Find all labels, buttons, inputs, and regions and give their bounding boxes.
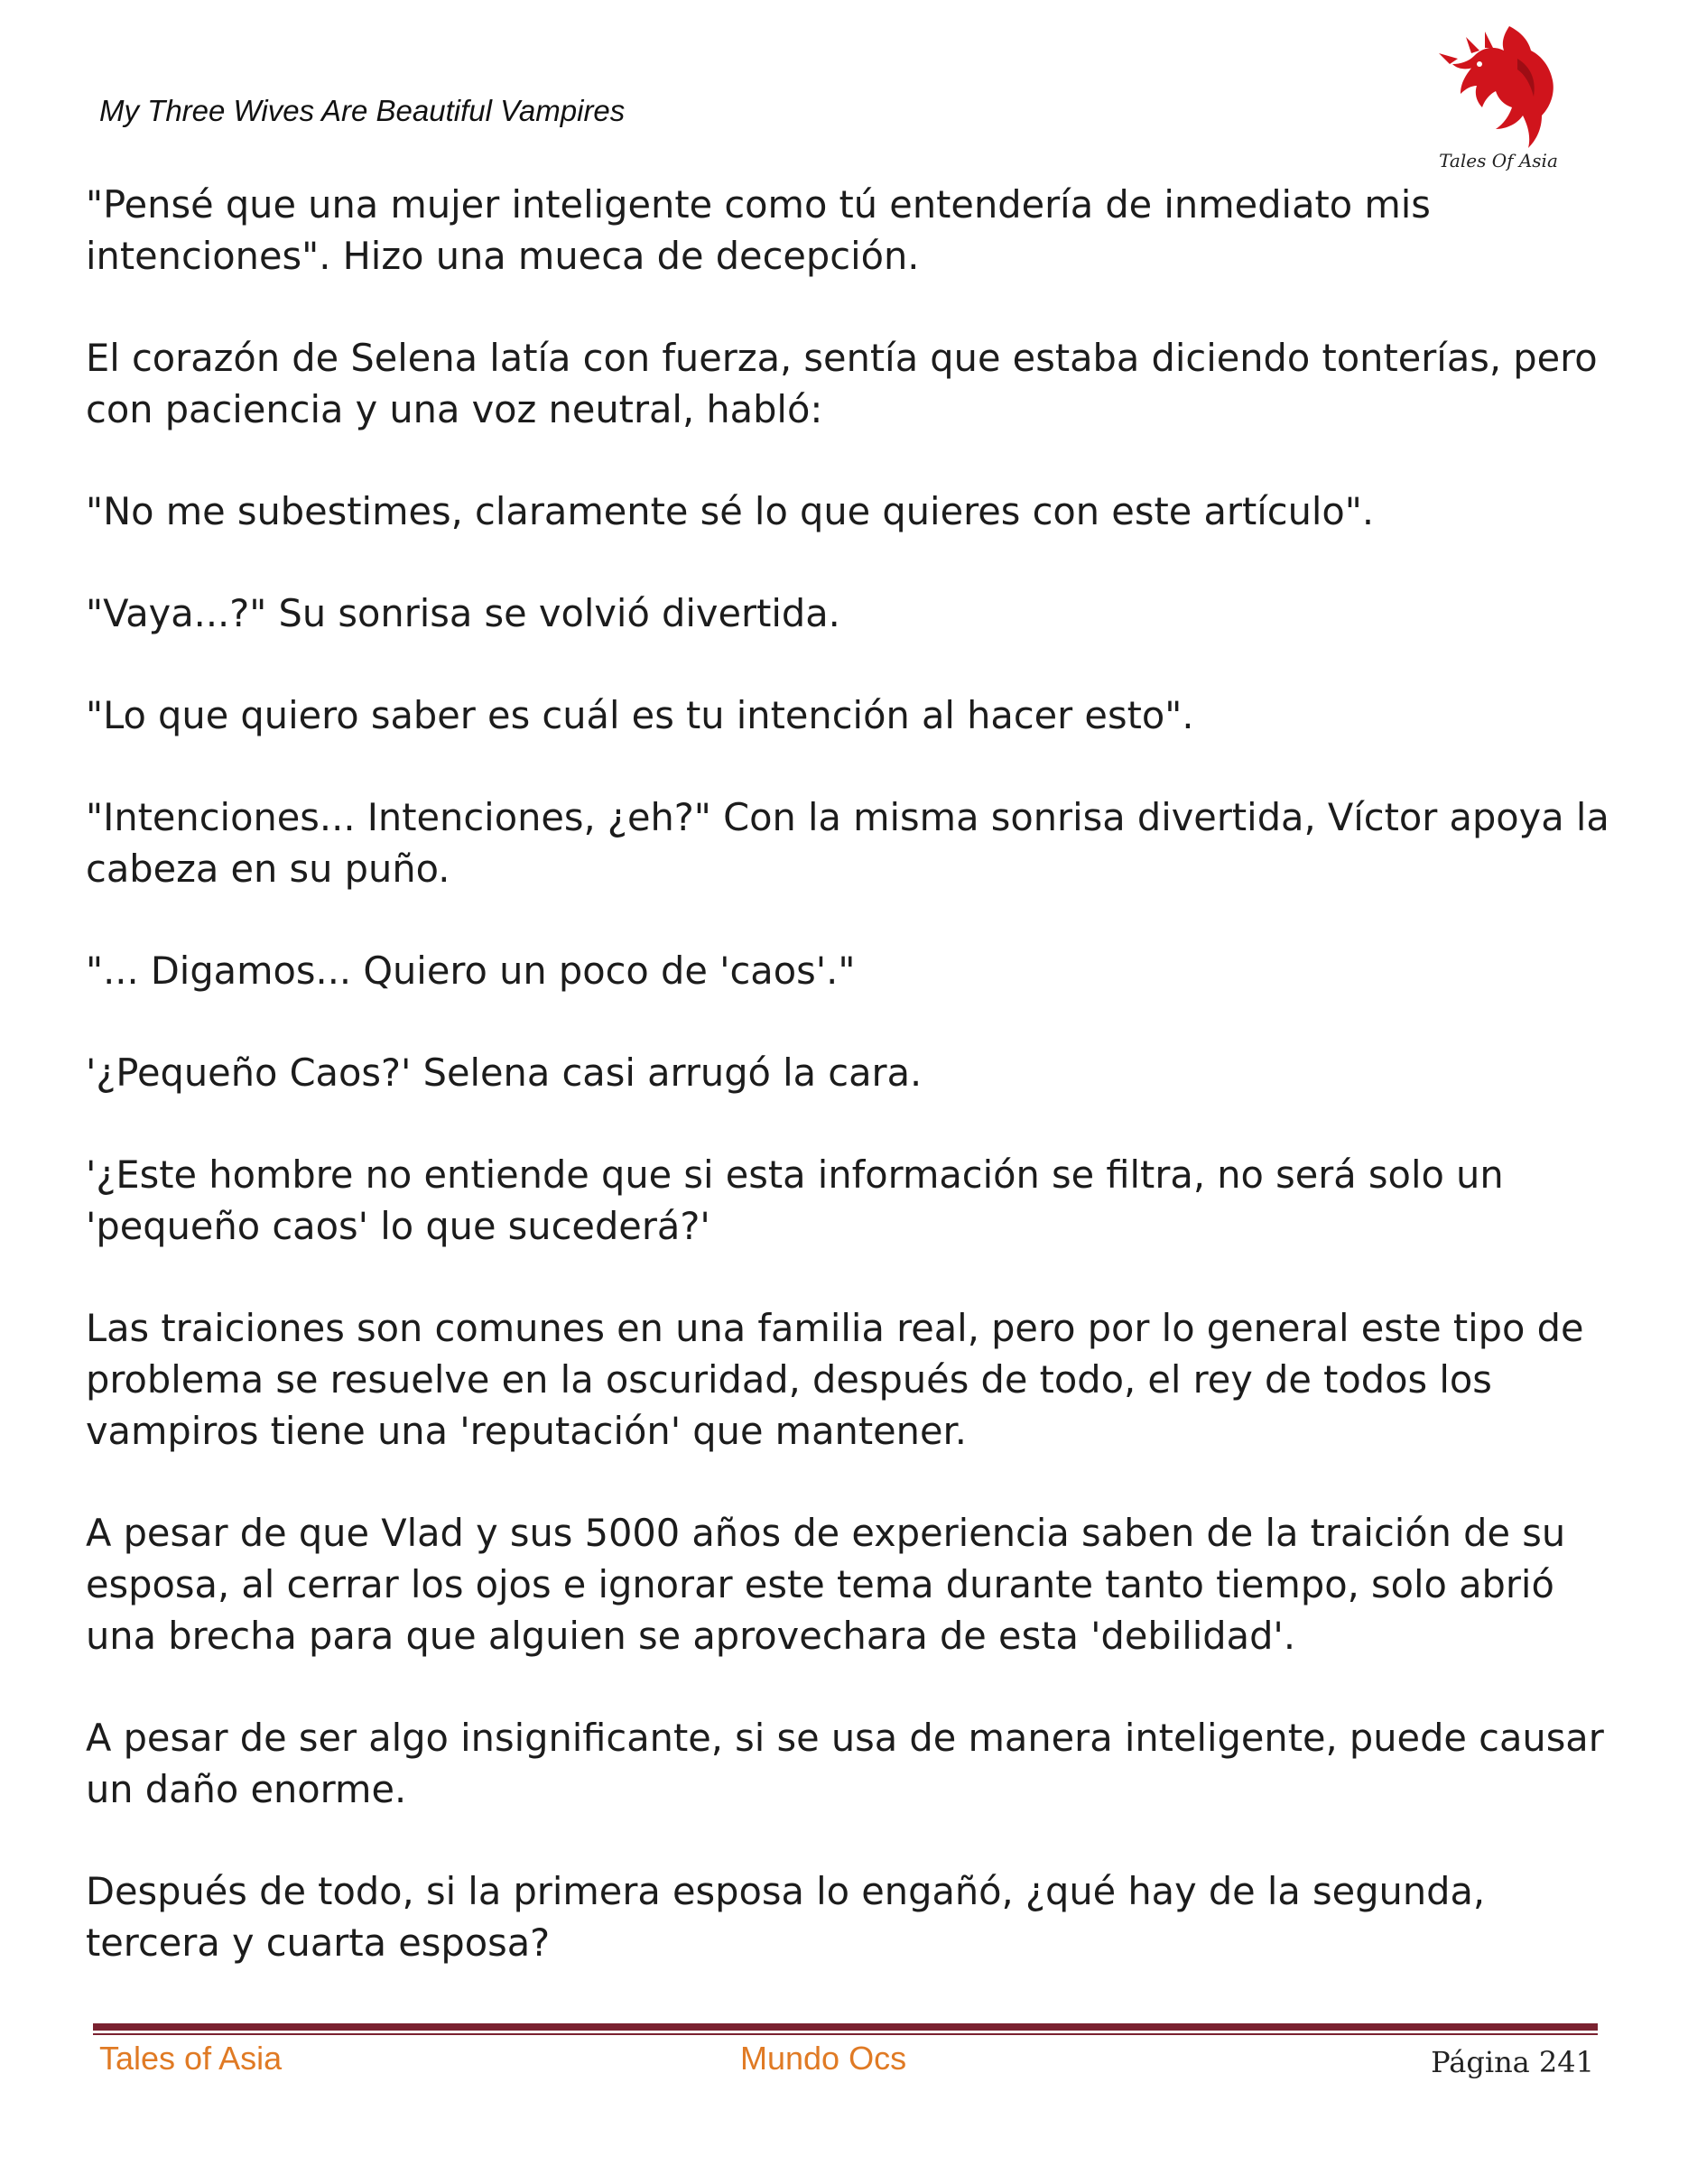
paragraph: Las traiciones son comunes en una familia real, pero por lo general este tipo de problema se resuelve en la oscuridad, después de todo, el rey de todos los vampiros tiene una 'reputación' que mantener. [86,1306,1584,1453]
paragraph: "... Digamos... Quiero un poco de 'caos'." [86,949,856,993]
page-body [86,179,1611,2019]
paragraph: '¿Este hombre no entiende que si esta información se filtra, no será solo un 'pequeño caos' lo que sucederá?' [86,1152,1504,1248]
footer-section: Mundo Ocs [740,2040,907,2077]
paragraph: "Pensé que una mujer inteligente como tú entendería de inmediato mis intenciones". Hizo una mueca de decepción. [86,182,1431,278]
footer-divider [93,2023,1598,2035]
logo-text: Tales Of Asia [1439,150,1558,171]
paragraph: "Intenciones... Intenciones, ¿eh?" Con la misma sonrisa divertida, Víctor apoya la cabeza en su puño. [86,795,1609,891]
footer-publisher: Tales of Asia [99,2040,283,2077]
paragraph: "Lo que quiero saber es cuál es tu intención al hacer esto". [86,693,1194,737]
paragraph: "Vaya...?" Su sonrisa se volvió divertida. [86,591,840,635]
red-dragon-icon [1431,18,1566,153]
paragraph: Después de todo, si la primera esposa lo engañó, ¿qué hay de la segunda, tercera y cuarta esposa? [86,1869,1486,1965]
paragraph: '¿Pequeño Caos?' Selena casi arrugó la cara. [86,1050,923,1095]
paragraph: "No me subestimes, claramente sé lo que quieres con este artículo". [86,489,1375,533]
paragraph: El corazón de Selena latía con fuerza, sentía que estaba diciendo tonterías, pero con paciencia y una voz neutral, habló: [86,336,1598,431]
publisher-logo [1431,18,1566,180]
page-number: Página 241 [1431,2045,1594,2079]
paragraph: A pesar de que Vlad y sus 5000 años de experiencia saben de la traición de su esposa, al cerrar los ojos e ignorar este tema durante tanto tiempo, solo abrió una brecha para que alguien se aprovechara de esta 'debilidad'. [86,1511,1566,1658]
paragraph: A pesar de ser algo insignificante, si se usa de manera inteligente, puede causar un daño enorme. [86,1716,1604,1811]
book-title: My Three Wives Are Beautiful Vampires [99,94,626,127]
